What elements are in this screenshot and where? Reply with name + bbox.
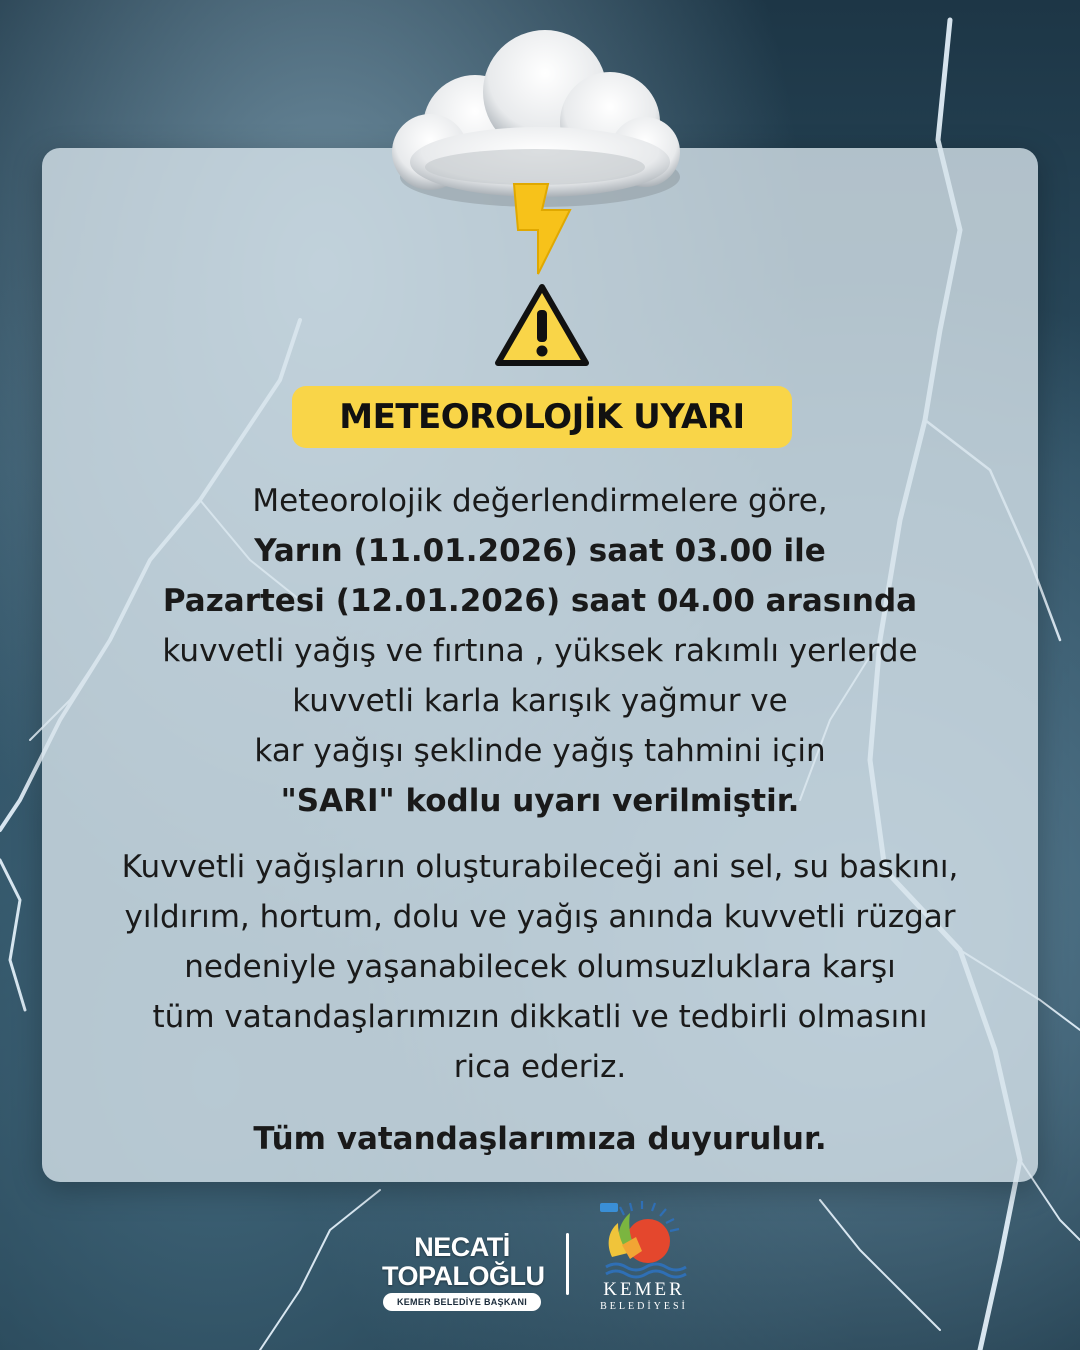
lightning-bolt-icon <box>508 180 578 276</box>
advice-line: Kuvvetli yağışların oluşturabileceği ani sel, su baskını, <box>121 849 959 885</box>
page-title: METEOROLOJİK UYARI <box>339 397 745 437</box>
date-line-end: Pazartesi (12.01.2026) saat 04.00 arasında <box>162 583 918 619</box>
date-line-start: Yarın (11.01.2026) saat 03.00 ile <box>254 533 826 569</box>
warning-triangle-icon <box>494 282 590 368</box>
kemer-municipality-logo <box>592 1201 696 1279</box>
municipality-name: KEMER <box>603 1279 685 1300</box>
mayor-first-name: NECATİ <box>414 1232 510 1262</box>
advice-text <box>42 842 1038 1092</box>
footer <box>0 1195 1080 1335</box>
advice-line: tüm vatandaşlarımızın dikkatli ve tedbirli olmasını <box>152 999 928 1035</box>
footer-divider <box>566 1233 569 1295</box>
warning-code-line: "SARI" kodlu uyarı verilmiştir. <box>280 783 800 819</box>
title-badge <box>292 386 792 448</box>
announcement-line: kuvvetli yağış ve fırtına , yüksek rakımlı yerlerde <box>162 633 918 669</box>
mayor-name <box>382 1232 545 1291</box>
mayor-last-name: TOPALOĞLU <box>382 1261 545 1291</box>
intro-line: Meteorolojik değerlendirmelere göre, <box>252 483 828 519</box>
advice-line: yıldırım, hortum, dolu ve yağış anında kuvvetli rüzgar <box>124 899 956 935</box>
mayor-title: KEMER BELEDİYE BAŞKANI <box>383 1293 541 1311</box>
advice-line: nedeniyle yaşanabilecek olumsuzluklara karşı <box>184 949 896 985</box>
announcement-text <box>42 476 1038 826</box>
municipality-subtitle: BELEDİYESİ <box>600 1301 688 1312</box>
announcement-line: kar yağışı şeklinde yağış tahmini için <box>254 733 826 769</box>
announcement-line: kuvvetli karla karışık yağmur ve <box>292 683 788 719</box>
closing-text <box>42 1114 1038 1164</box>
closing-line: Tüm vatandaşlarımıza duyurulur. <box>253 1121 827 1157</box>
advice-line: rica ederiz. <box>453 1049 627 1085</box>
